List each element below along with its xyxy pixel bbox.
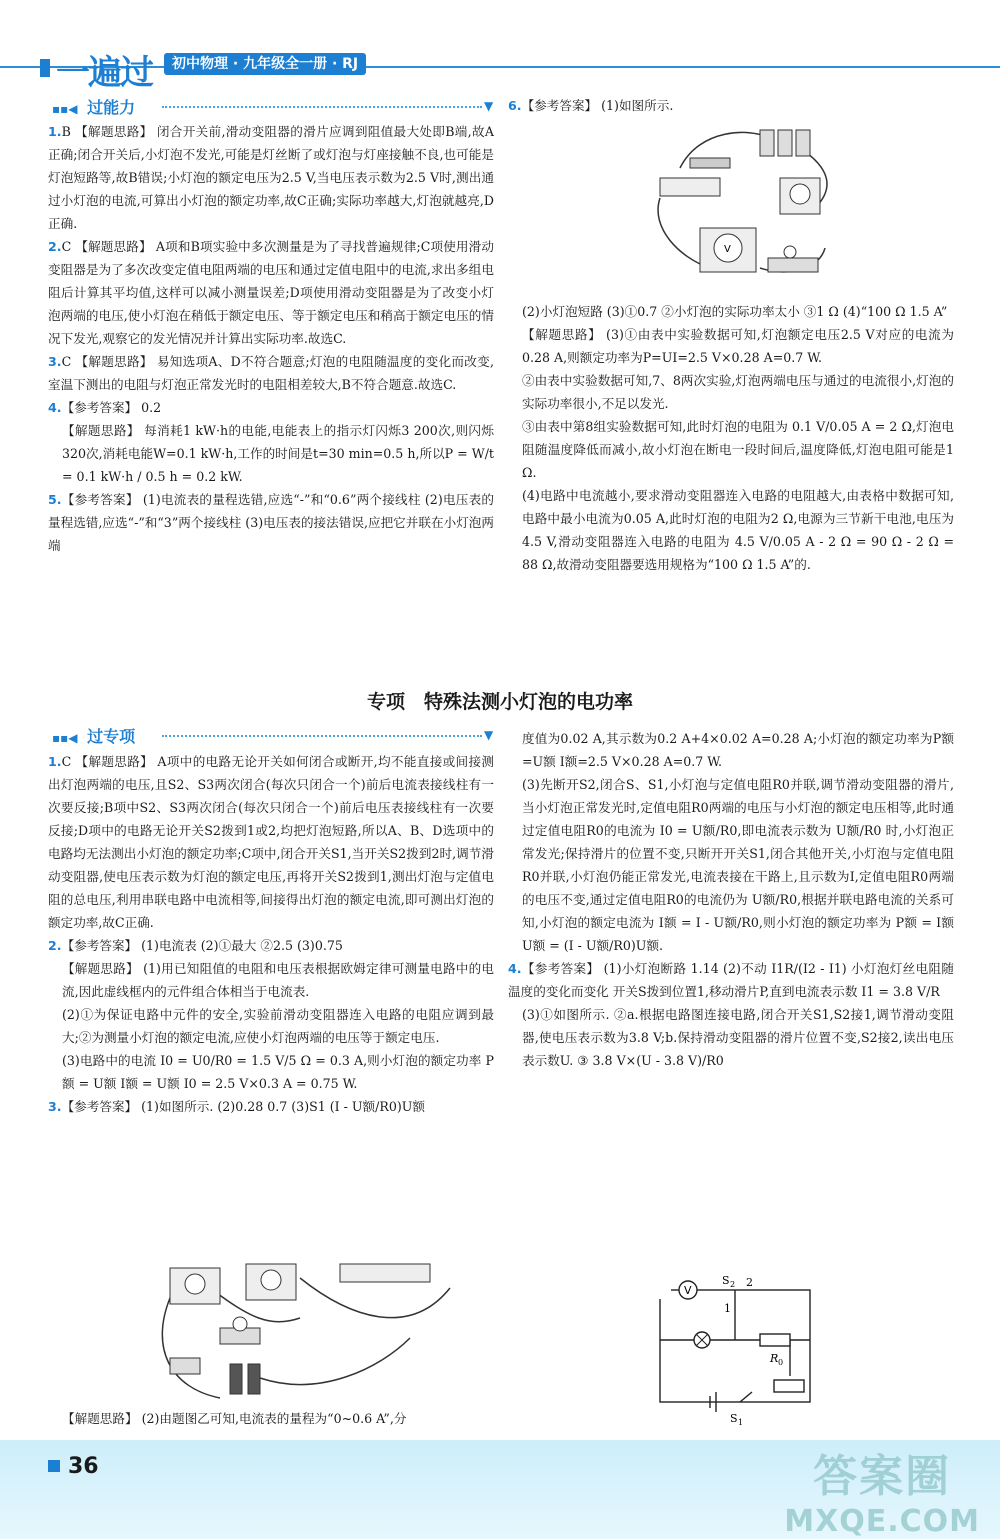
section-special-title: 过专项 (87, 727, 136, 746)
arrow-down-icon: ▼ (484, 99, 494, 113)
switch-pos-1: 1 (724, 1302, 731, 1315)
list-item: 6.【参考答案】 (1)如图所示. (508, 98, 674, 113)
list-item: (3)电路中的电流 I0 = U0/R0 = 1.5 V/5 Ω = 0.3 A,则小灯泡的额定功率 P额 = U额 I额 = U额 I0 = 2.5 V×0.3 A = 0.75 W. (62, 1053, 494, 1091)
book-info-badge: 初中物理 · 九年级全一册 · RJ (164, 53, 366, 75)
section-ability-title: 过能力 (87, 98, 136, 117)
list-item: ②由表中实验数据可知,7、8两次实验,灯泡两端电压与通过的电流很小,灯泡的实际功率很小,不足以发光. (522, 373, 954, 411)
list-item: 【解题思路】 每消耗1 kW·h的电能,电能表上的指示灯闪烁3 200次,则闪烁320次,消耗电能W=0.1 kW·h,工作的时间是t=30 min=0.5 h,所以P = W/t = 0.1 kW·h / 0.5 h = 0.2 kW. (62, 423, 494, 484)
svg-text:V: V (724, 244, 731, 255)
list-item: 3.【参考答案】 (1)如图所示. (2)0.28 0.7 (3)S1 (I - U额/R0)U额 (48, 1099, 425, 1114)
arrow-down-icon: ▼ (484, 728, 494, 742)
list-item: 【解题思路】 (3)①由表中实验数据可知,灯泡额定电压2.5 V对应的电流为0.28 A,则额定功率为P=UI=2.5 V×0.28 A=0.7 W. (522, 327, 954, 365)
list-item: (3)先断开S2,闭合S、S1,小灯泡与定值电阻R0并联,调节滑动变阻器的滑片,当小灯泡正常发光时,定值电阻R0两端的电压与小灯泡的额定电压相等,此时通过定值电阻R0的电流为 I0 = U额/R0,即电流表示数为 U额/R0 时,小灯泡正常发光;保持滑片的位置不变,只断开开关S1,闭合其他开关,小灯泡与定值电阻R0并联,小灯泡仍能正常发光,电流表接在干路上,且示数为I,定值电阻R0两端的电压不变,通过定值电阻R0的电流仍为 U额/R0,根据并联电路电流的关系可知,小灯泡的额定电流为 I额 = I - U额/R0,则小灯泡的额定功率为 P额 = I额 U额 = (I - U额/R0)U额. (522, 777, 954, 953)
list-item: 2.【参考答案】 (1)电流表 (2)①最大 ②2.5 (3)0.75 (48, 938, 343, 953)
list-item: ③由表中第8组实验数据可知,此时灯泡的电阻为 0.1 V/0.05 A = 2 Ω,灯泡电阻随温度降低而减小,故小灯泡在断电一段时间后,温度降低,灯泡电阻可能是1 Ω. (522, 419, 954, 480)
list-item: 5.【参考答案】 (1)电流表的量程选错,应选“-”和“0.6”两个接线柱 (2)电压表的量程选错,应选“-”和“3”两个接线柱 (3)电压表的接法错误,应把它并联在小灯泡两端 (48, 492, 494, 553)
list-item: 【解题思路】 (1)用已知阻值的电阻和电压表根据欧姆定律可测量电路中的电流,因此虚线框内的元件组合体相当于电流表. (62, 961, 494, 999)
right-column-bottom (508, 727, 954, 1072)
svg-text:2: 2 (730, 1280, 736, 1289)
circuit-apparatus-figure-2 (150, 1258, 490, 1408)
list-item: (2)①为保证电路中元件的安全,实验前滑动变阻器连入电路的电阻应调到最大;②为测量小灯泡的额定电流,应使小灯泡两端的电压等于额定电压. (62, 1007, 494, 1045)
circuit-apparatus-figure (640, 118, 850, 298)
list-item: 1.B 【解题思路】 闭合开关前,滑动变阻器的滑片应调到阻值最大处即B端,故A正确;闭合开关后,小灯泡不发光,可能是灯丝断了或灯泡与灯座接触不良,也可能是灯泡短路等,故B错误;小灯泡的额定电压为2.5 V,当电压表示数为2.5 V时,测出通过小灯泡的电流,可算出小灯泡的额定功率,故C正确;实际功率越大,灯泡就越亮,D正确. (48, 124, 494, 231)
dots-icon: ▪▪◀ (52, 731, 78, 745)
watermark-url: MXQE.COM (784, 1504, 980, 1539)
list-item: (2)小灯泡短路 (3)①0.7 ②小灯泡的实际功率太小 ③1 Ω (4)“100 Ω 1.5 A” (522, 304, 948, 319)
watermark-text: 答案圈 (813, 1451, 952, 1502)
page-header (0, 0, 1000, 93)
section-rule (162, 106, 482, 108)
section-rule (162, 735, 482, 737)
watermark (784, 1440, 980, 1539)
special-topic-title: 专项 特殊法测小灯泡的电功率 (366, 691, 633, 713)
list-item: (4)电路中电流越小,要求滑动变阻器连入电路的电阻越大,由表格中数据可知,电路中最小电流为0.05 A,此时灯泡的电阻为2 Ω,电源为三节新干电池,电压为4.5 V,滑动变阻器连入电路的电阻为 4.5 V/0.05 A - 2 Ω = 90 Ω - 2 Ω = 88 Ω,故滑动变阻器要选用规格为“100 Ω 1.5 A”的. (522, 488, 954, 572)
logo-mark (40, 59, 50, 77)
list-item: 度值为0.02 A,其示数为0.2 A+4×0.02 A=0.28 A;小灯泡的额定功率为P额=U额 I额=2.5 V×0.28 A=0.7 W. (522, 731, 954, 769)
resistor-r0-label: R (770, 1352, 779, 1365)
circuit-diagram (650, 1276, 820, 1426)
right-column-top-b (522, 300, 954, 576)
section-ability-heading (52, 95, 492, 121)
left-column-tail (62, 1407, 494, 1430)
list-item: 4.【参考答案】 0.2 (48, 400, 162, 415)
series-logo: 一遍过 (56, 53, 152, 93)
list-item: 2.C 【解题思路】 A项和B项实验中多次测量是为了寻找普遍规律;C项使用滑动变阻器是为了多次改变定值电阻两端的电压和通过定值电阻中的电流,求出多组电阻后计算其平均值,这样可以减小测量误差;D项使用滑动变阻器是为了改变小灯泡两端的电压,使小灯泡在稍低于额定电压、等于额定电压和稍高于额定电压的情况下发光,观察它的发光情况并计算出实际功率.故选C. (48, 239, 494, 346)
list-item: 3.C 【解题思路】 易知选项A、D不符合题意;灯泡的电阻随温度的变化而改变,室温下测出的电阻与灯泡正常发光时的电阻相差较大,B不符合题意.故选C. (48, 354, 494, 392)
list-item: 【解题思路】 (2)由题图乙可知,电流表的量程为“0~0.6 A”,分 (62, 1411, 407, 1426)
svg-text:0: 0 (778, 1358, 784, 1367)
page-number: 36 (68, 1454, 99, 1479)
list-item: 4.【参考答案】 (1)小灯泡断路 1.14 (2)不动 I1R/(I2 - I1) 小灯泡灯丝电阻随温度的变化而变化 开关S拨到位置1,移动滑片P,直到电流表示数 I1 = 3.8 V/R (508, 961, 954, 999)
switch-pos-2: 2 (746, 1276, 753, 1289)
svg-text:1: 1 (738, 1418, 744, 1426)
page-number-marker (48, 1460, 60, 1472)
list-item: (3)①如图所示. ②a.根据电路图连接电路,闭合开关S1,S2接1,调节滑动变阻器,使电压表示数为3.8 V;b.保持滑动变阻器的滑片位置不变,S2接2,读出电压表示数U. ③ 3.8 V×(U - 3.8 V)/R0 (522, 1007, 954, 1068)
voltmeter-label: V (684, 1284, 692, 1297)
switch-s2-label: S (722, 1276, 730, 1287)
section-special-heading (52, 724, 492, 750)
left-column-bottom (48, 750, 494, 1118)
right-column-top-a (508, 94, 954, 117)
list-item: 1.C 【解题思路】 A项中的电路无论开关如何闭合或断开,均不能直接或间接测出灯泡两端的电压,且S2、S3两次闭合(每次只闭合一个)前后电流表接线柱有一次要反接;B项中S2、S3两次闭合(每次只闭合一个)前后电压表接线柱有一次要反接;D项中的电路无论开关S2拨到1或2,均把灯泡短路,所以A、B、D选项中的电路均无法测出小灯泡的额定功率;C项中,闭合开关S1,当开关S2拨到2时,调节滑动变阻器,使电压表示数为灯泡的额定电压,再将开关S2拨到1,测出灯泡与定值电阻的总电压,利用串联电路中电流相等,间接得出灯泡的额定电流,即可测出灯泡的额定功率,故C正确. (48, 754, 494, 930)
dots-icon: ▪▪◀ (52, 102, 78, 116)
left-column-top (48, 120, 494, 557)
switch-s1-label: S (730, 1412, 738, 1425)
